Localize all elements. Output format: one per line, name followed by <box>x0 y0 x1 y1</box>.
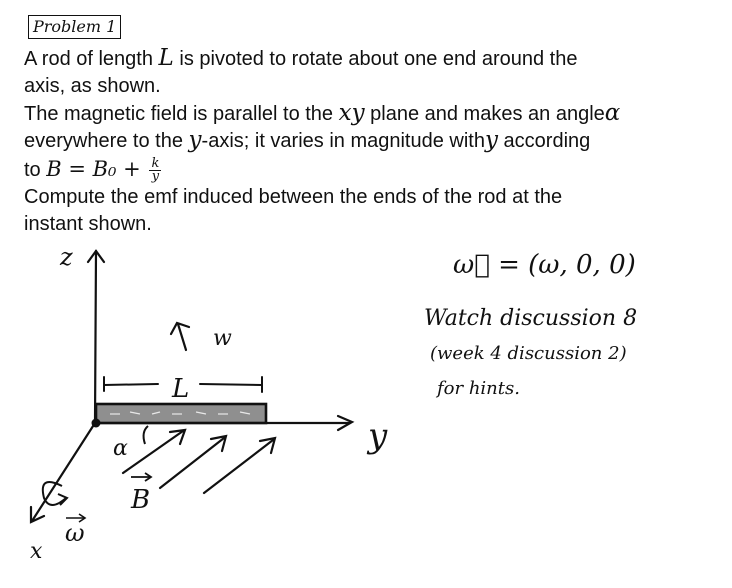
rod-length-label: L <box>172 374 190 404</box>
text-segment: plane and makes an angle <box>364 102 605 125</box>
angle-arc <box>144 426 148 444</box>
text-segment: everywhere to the <box>24 130 189 153</box>
text-segment: is pivoted to rotate about one end around the <box>173 48 578 70</box>
text-segment: A rod of length <box>24 48 159 70</box>
text-segment: Compute the emf induced between the ends of the rod at the <box>24 186 563 209</box>
z-axis-line <box>95 251 96 423</box>
x-axis-label: x <box>30 539 43 564</box>
x-axis-line <box>32 423 95 521</box>
rod-length-variable: L <box>158 45 174 71</box>
problem-tag: Problem 1 <box>28 15 121 39</box>
fraction-denominator: y <box>151 168 160 184</box>
text-segment: -axis; it varies in magnitude with <box>201 130 485 153</box>
text-segment: instant shown. <box>24 213 152 236</box>
magnetic-field-arrows <box>123 430 275 493</box>
hint-note-line-3: for hints. <box>437 378 520 399</box>
alpha-variable: α <box>604 99 621 126</box>
fraction-numerator: k <box>151 155 160 171</box>
hint-note-line-2: (week 4 discussion 2) <box>430 343 627 364</box>
text-segment: The magnetic field is parallel to the <box>24 102 339 125</box>
text-segment: axis, as shown. <box>24 75 161 98</box>
text-segment: according <box>497 130 591 153</box>
field-vector-accent <box>131 473 151 481</box>
z-axis-label: z <box>60 243 73 271</box>
rotation-label: w <box>213 326 232 351</box>
hint-note-line-1: Watch discussion 8 <box>424 306 638 331</box>
angle-label: α <box>113 436 128 461</box>
omega-label: ω <box>65 519 85 547</box>
y-axis-variable: y <box>188 127 202 154</box>
y-axis-label: y <box>368 416 388 456</box>
y-variable: y <box>484 127 498 154</box>
xy-plane-variable: xy <box>338 99 365 126</box>
pivot-point <box>92 419 101 428</box>
field-formula: B = B₀ + <box>46 156 148 181</box>
omega-vector-note: ω⃗ = (ω, 0, 0) <box>453 250 636 280</box>
field-label: B <box>131 485 151 515</box>
rotation-arrow <box>171 323 189 350</box>
text-segment: to <box>24 158 47 181</box>
